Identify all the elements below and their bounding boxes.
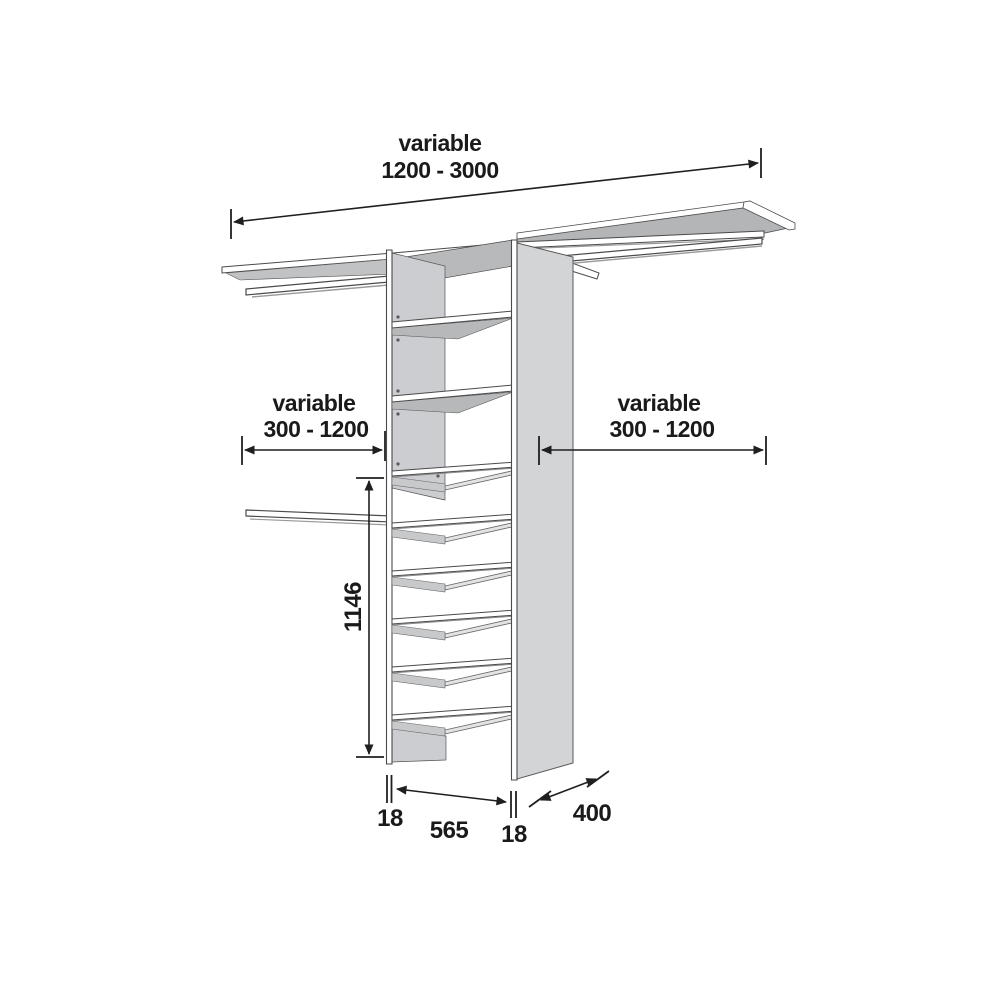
left-section-label: variable <box>272 390 356 416</box>
shelf-left-face <box>392 673 445 688</box>
panel-depth-value: 400 <box>572 800 612 827</box>
tilted-shelf-edge <box>445 618 516 638</box>
shelf-left-face <box>392 529 445 544</box>
sliding-shelf-2 <box>392 514 516 544</box>
sliding-shelf-5 <box>392 658 516 688</box>
hanging-rods <box>246 238 762 525</box>
left-section-range: 300 - 1200 <box>263 416 369 442</box>
dim-arrow <box>541 779 596 800</box>
left-panel-thickness-value: 18 <box>377 805 403 832</box>
left-panel-front-edge <box>387 250 393 764</box>
right-panel-front-edge <box>512 240 518 780</box>
right-panel-side-face <box>517 243 573 779</box>
sliding-shelf-4 <box>392 610 516 640</box>
tower-height-value: 1146 <box>340 581 367 633</box>
dimension-left-panel-thickness <box>377 775 403 832</box>
dim-tick <box>587 771 609 787</box>
total-width-label: variable <box>398 130 482 156</box>
tower-inner-width-value: 565 <box>429 817 469 844</box>
tower-right-panel <box>512 240 574 780</box>
dimension-left-section <box>242 390 385 465</box>
dimension-right-panel-thickness <box>501 791 527 848</box>
shelf-left-face <box>392 577 445 592</box>
left-panel-inner-face-upper <box>392 253 445 500</box>
dim-arrow <box>397 789 506 802</box>
tilted-shelf-edge <box>445 470 516 490</box>
right-section-range: 300 - 1200 <box>609 416 715 442</box>
total-width-range: 1200 - 3000 <box>381 157 499 183</box>
right-panel-thickness-value: 18 <box>501 821 527 848</box>
sliding-shelf-3 <box>392 562 516 592</box>
tilted-shelf-edge <box>445 522 516 542</box>
right-section-label: variable <box>617 390 701 416</box>
dimension-tower-inner-width <box>397 789 506 844</box>
tilted-shelf-edge <box>445 714 516 734</box>
sliding-shelf-6 <box>392 706 516 736</box>
dim-tick <box>529 791 551 807</box>
tilted-shelf-edge <box>445 570 516 590</box>
tilted-shelf-edge <box>445 666 516 686</box>
shelf-left-face <box>392 625 445 640</box>
dimension-panel-depth <box>529 771 611 827</box>
